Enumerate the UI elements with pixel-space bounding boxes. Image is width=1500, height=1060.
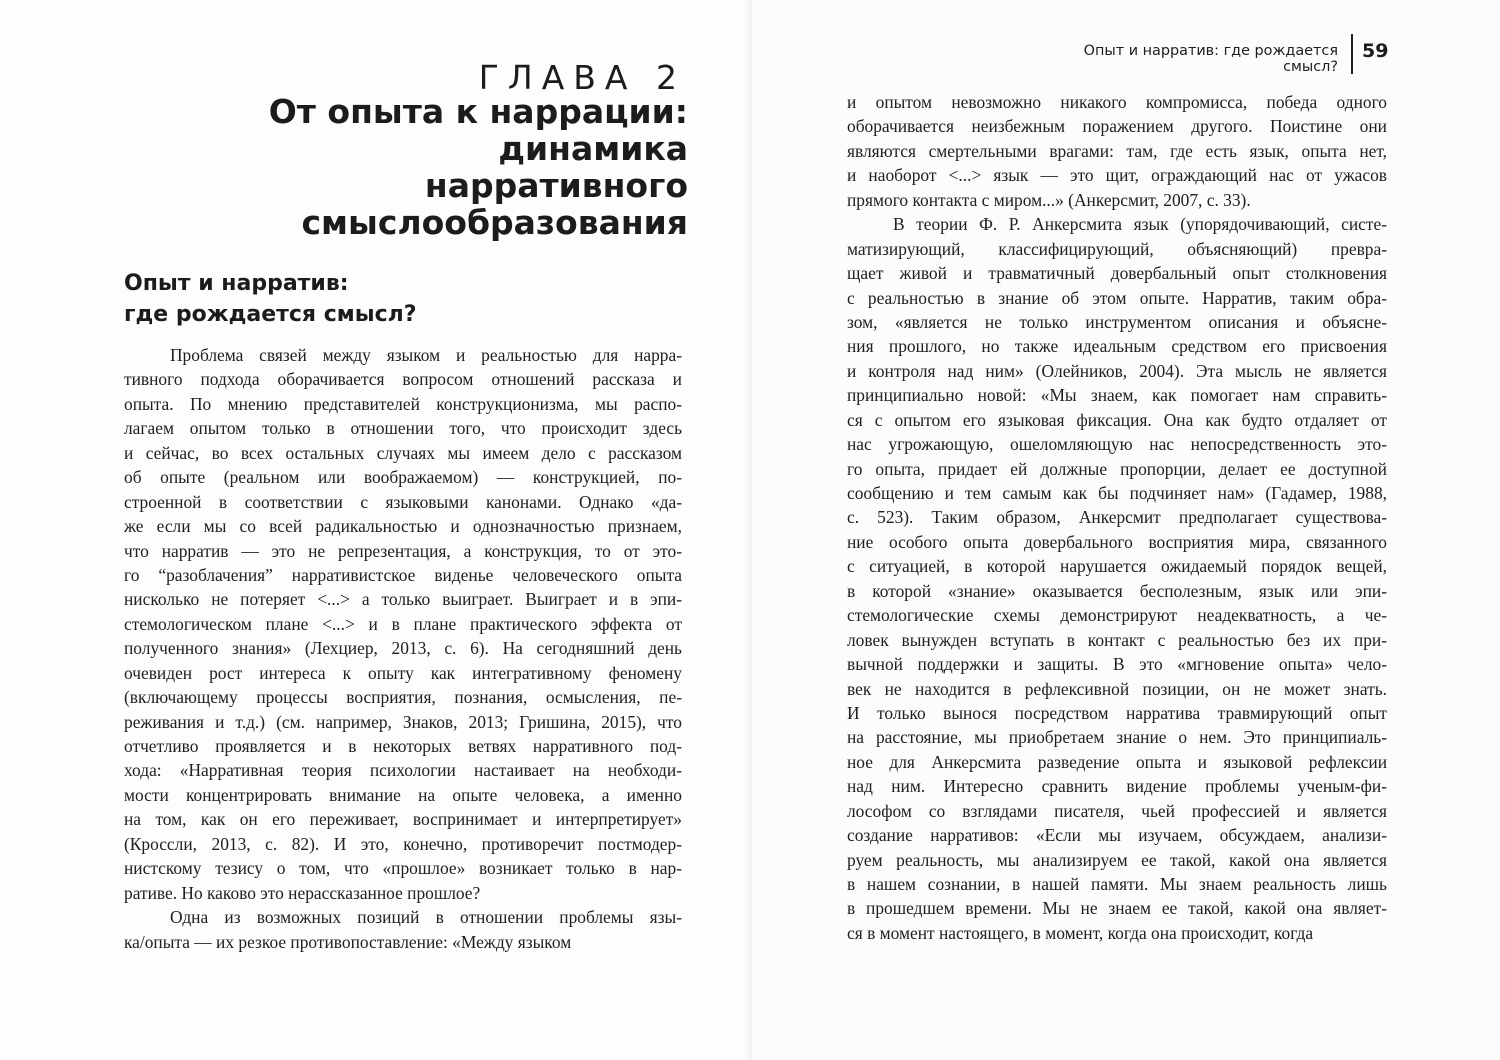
text-line: опыта. По мнению представителей конструкционизма, мы распо- — [124, 393, 682, 414]
text-line: Одна из возможных позиций в отношении проблемы язы- — [170, 907, 682, 928]
text-line: ния прошлого, но также идеальным средством его присвоения — [847, 336, 1387, 357]
text-line: го опыта, придает ей должные пропорции, делает ее доступной — [847, 458, 1387, 479]
text-line: очевиден рост интереса к опыту как интегративному феномену — [124, 662, 682, 683]
text-line: и наоборот <...> язык — это щит, ограждающий нас от ужасов — [847, 165, 1387, 186]
text-line: хода: «Нарративная теория психологии настаивает на необходи- — [124, 760, 682, 781]
text-line: на том, как он его переживает, воспринимает и интерпретирует» — [124, 809, 682, 830]
text-line: И только вынося посредством нарратива травмирующий опыт — [847, 702, 1387, 723]
text-line: вычной поддержки и защиты. В это «мгновение опыта» чело- — [847, 654, 1387, 675]
text-line: в которой «знание» оказывается бесполезным, язык или эпи- — [847, 580, 1387, 601]
text-line: оборачивается неизбежным поражением другого. Поистине они — [847, 116, 1387, 137]
text-line: с реальностью в знание об этом опыте. Нарратив, таким обра- — [847, 287, 1387, 308]
running-head-divider — [1351, 34, 1353, 74]
text-line: прямого контакта с миром...» (Анкерсмит, 2007, с. 33). — [847, 189, 1251, 210]
right-body-text — [847, 90, 1387, 945]
text-line: в нашем сознании, в нашей памяти. Мы знаем реальность лишь — [847, 874, 1387, 894]
text-line: ся с опытом его языковая фиксация. Она как будто отдаляет от — [847, 409, 1387, 430]
page-number: 59 — [1362, 40, 1389, 62]
text-line: что нарратив — это не репрезентация, а конструкция, то от это- — [124, 540, 682, 561]
text-line: лагаем опытом только в отношении того, что происходит здесь — [124, 418, 682, 439]
text-line: лософом со взглядами писателя, чьей профессией и является — [847, 800, 1387, 821]
text-line: создание нарративов: «Если мы изучаем, обсуждаем, анализи- — [847, 825, 1387, 846]
text-line: (включающему процессы восприятия, познания, осмысления, пе- — [124, 687, 682, 708]
text-line: сообщению и тем самым как бы подчиняет нам» (Гадамер, 1988, — [847, 483, 1387, 503]
text-line: век не находится в рефлексивной позиции, он не может знать. — [847, 678, 1387, 699]
chapter-label: ГЛАВА 2 — [478, 58, 686, 97]
text-line: над ним. Интересно сравнить видение проблемы ученым-фи- — [847, 776, 1387, 797]
text-line: го “разоблачения” нарративистское виденье человеческого опыта — [124, 564, 682, 585]
text-line: с ситуацией, в которой нарушается ожидаемый порядок вещей, — [847, 556, 1387, 577]
text-line: же если мы со всей радикальностью и однозначностью признаем, — [124, 516, 682, 537]
text-line: на расстояние, мы приобретаем знание о нем. Это принципиаль- — [847, 727, 1387, 748]
text-line: являются смертельными врагами: там, где есть язык, опыта нет, — [847, 140, 1387, 161]
text-line: ся в момент настоящего, в момент, когда она происходит, когда — [847, 922, 1314, 943]
text-line: ративе. Но каково это нерассказанное прошлое? — [124, 882, 481, 903]
left-body-text — [124, 343, 682, 954]
text-line: принципиально новой: «Мы знаем, как помогает нам справить- — [847, 385, 1387, 406]
text-line: матизирующий, классифицирующий, объясняющий) превра- — [847, 238, 1387, 259]
text-line: Проблема связей между языком и реальностью для нарра- — [170, 345, 682, 365]
text-line: нистскому тезису о том, что «прошлое» возникает только в нар- — [124, 858, 682, 879]
text-line: строенной в соответствии с языковыми канонами. Однако «да- — [124, 491, 682, 512]
text-line: с. 523). Таким образом, Анкерсмит предполагает существова- — [847, 507, 1387, 528]
section-title — [124, 268, 544, 330]
text-line: ние особого опыта довербального восприятия мира, связанного — [847, 531, 1387, 552]
chapter-title — [120, 93, 688, 241]
text-line: в прошедшем времени. Мы не знаем ее такой, какой она являет- — [847, 898, 1387, 919]
text-line: В теории Ф. Р. Анкерсмита язык (упорядочивающий, систе- — [893, 214, 1387, 235]
text-line: и контроля над ним» (Олейников, 2004). Эта мысль не является — [847, 360, 1387, 381]
text-line: мости концентрировать внимание на опыте человека, а именно — [124, 784, 682, 805]
section-title-line: Опыт и нарратив: — [124, 271, 349, 296]
text-line: ка/опыта — их резкое противопоставление: «Между языком — [124, 931, 572, 952]
text-line: стемологические схемы демонстрируют неадекватность, а че- — [847, 605, 1387, 626]
text-line: нисколько не потеряет <...> а только выиграет. Выиграет и в эпи- — [124, 589, 682, 610]
section-title-line: где рождается смысл? — [124, 302, 417, 327]
text-line: стемологическом плане <...> и в плане практического эффекта от — [124, 613, 682, 634]
chapter-title-line: нарративного смыслообразования — [301, 166, 688, 242]
text-line: и сейчас, во всех остальных случаях мы имеем дело с рассказом — [124, 442, 682, 463]
text-line: нас угрожающую, ошеломляющую нас непосредственность это- — [847, 434, 1387, 455]
text-line: полученного знания» (Лехциер, 2013, с. 6). На сегодняшний день — [124, 638, 682, 659]
text-line: руем реальность, мы анализируем ее такой, какой она является — [847, 849, 1387, 870]
text-line: реживания и т.д.) (см. например, Знаков, 2013; Гришина, 2015), что — [124, 711, 682, 732]
text-line: об опыте (реальном или воображаемом) — конструкцией, по- — [124, 467, 682, 488]
chapter-title-line: От опыта к наррации: динамика — [268, 92, 688, 168]
running-head: Опыт и нарратив: где рождается смысл? — [1083, 43, 1338, 75]
text-line: щает живой и травматичный довербальный опыт столкновения — [847, 263, 1387, 284]
text-line: ловек вынужден вступать в контакт с реальностью без их при- — [847, 629, 1387, 650]
text-line: зом, «является не только инструментом описания и объясне- — [847, 311, 1387, 332]
text-line: отчетливо проявляется и в некоторых ветвях нарративного под- — [124, 736, 682, 756]
text-line: тивного подхода оборачивается вопросом отношений рассказа и — [124, 369, 682, 390]
text-line: и опытом невозможно никакого компромисса, победа одного — [847, 92, 1387, 112]
text-line: (Кроссли, 2013, с. 82). И это, конечно, противоречит постмодер- — [124, 833, 682, 854]
text-line: ное для Анкерсмита разведение опыта и языковой рефлексии — [847, 751, 1387, 772]
